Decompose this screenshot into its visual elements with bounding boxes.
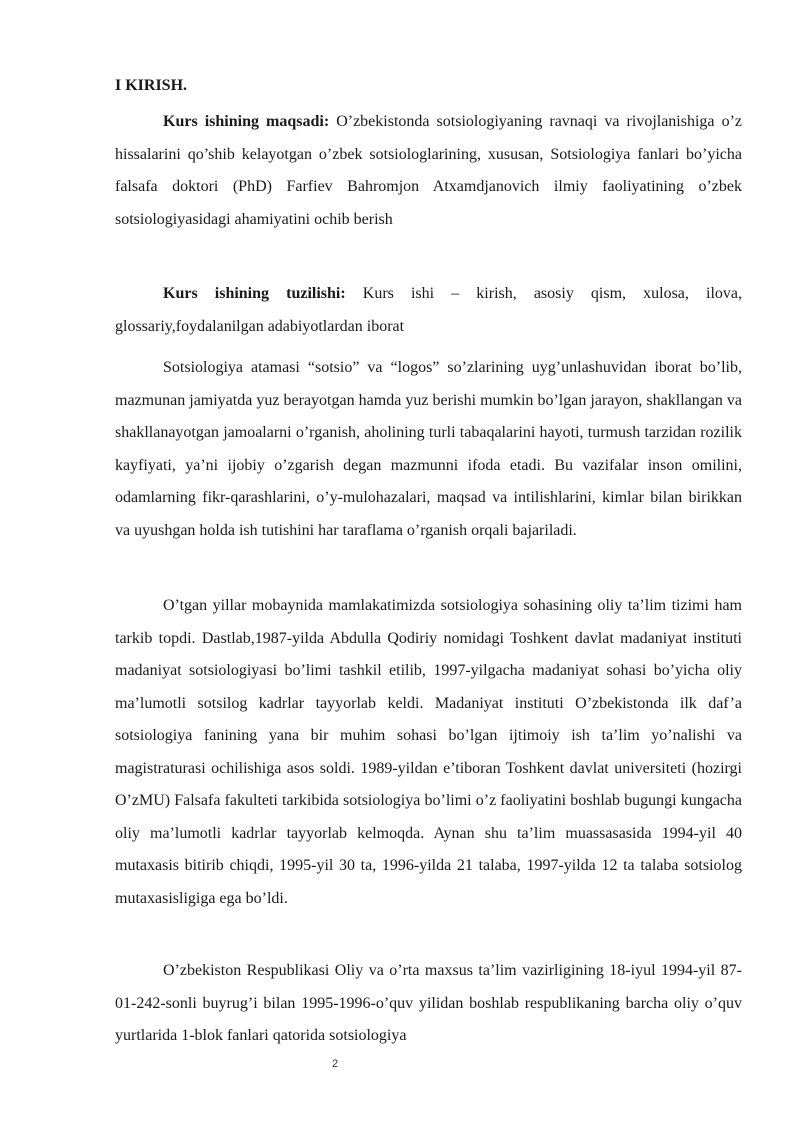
paragraph-ministry-order — [115, 955, 742, 1053]
page-number: 2 — [331, 1058, 339, 1070]
paragraph-course-goal — [115, 106, 742, 236]
paragraph-sociology-term — [115, 352, 742, 547]
paragraph-text: O’zbekiston Respublikasi Oliy va o’rta maxsus ta’lim vazirligining 18-iyul 1994-yil 87-01-242-sonli buyrug’i bilan 1995-1996-o’quv yilidan boshlab respublikaning barcha oliy o’quv yurtlarida 1-blok fanlari qatorida sotsiologiya — [115, 962, 742, 1044]
paragraph-course-structure — [115, 278, 742, 343]
paragraph-text: Sotsiologiya atamasi “sotsio” va “logos” so’zlarining uyg’unlashuvidan iborat bo’lib, mazmunan jamiyatda yuz berayotgan hamda yuz berishi mumkin bo’lgan jarayon, shakllangan va shakllanayotgan jamoalarni o’rganish, aholining turli tabaqalarini hayoti, turmush tarzidan rozilik kayfiyati, ya’ni ijobiy o’zgarish degan mazmunni ifoda etadi. Bu vazifalar inson omilini, odamlarning fikr-qarashlarini, o’y-mulohazalari, maqsad va intilishlarini, kimlar bilan birikkan va uyushgan holda ish tutishini har taraflama o’rganish orqali bajariladi. — [115, 359, 742, 539]
paragraph-text: O’zbekistonda sotsiologiyaning ravnaqi va rivojlanishiga o’z hissalarini qo’shib kelayotgan o’zbek sotsiologlarining, xususan, Sotsiologiya fanlari bo’yicha falsafa doktori (PhD) Farfiev Bahromjon Atxamdjanovich ilmiy faoliyatining o’zbek sotsiologiyasidagi ahamiyatini ochib berish — [115, 113, 743, 228]
paragraph-text: O’tgan yillar mobaynida mamlakatimizda sotsiologiya sohasining oliy ta’lim tizimi ham tarkib topdi. Dastlab,1987-yilda Abdulla Qodiriy nomidagi Toshkent davlat madaniyat instituti madaniyat sotsiologiyasi bo’limi tashkil etilib, 1997-yilgacha madaniyat sohasi bo’yicha oliy ma’lumotli sotsilog kadrlar tayyorlab keldi. Madaniyat instituti O’zbekistonda ilk daf’a sotsiologiya fanining yana bir muhim sohasi bo’lgan ijtimoiy ish ta’lim yo’nalishi va magistraturasi ochilishiga asos soldi. 1989-yildan e’tiboran Toshkent davlat universiteti (hozirgi O’zMU) Falsafa fakulteti tarkibida sotsiologiya bo’limi o’z faoliyatini boshlab bugungi kungacha oliy ma’lumotli kadrlar tayyorlab kelmoqda. Aynan shu ta’lim muassasasida 1994-yil 40 mutaxasis bitirib chiqdi, 1995-yil 30 ta, 1996-yilda 21 talaba, 1997-yilda 12 ta talaba sotsiolog mutaxasisligiga ega bo’ldi. — [115, 597, 742, 907]
paragraph-lead: Kurs ishining tuzilishi: — [163, 285, 346, 302]
section-heading: I KIRISH. — [115, 77, 188, 94]
paragraph-lead: Kurs ishining maqsadi: — [163, 113, 330, 130]
paragraph-text: Kurs ishi – kirish, asosiy qism, xulosa, ilova, glossariy,foydalanilgan adabiyotlardan iborat — [115, 285, 742, 335]
paragraph-higher-education — [115, 590, 742, 915]
